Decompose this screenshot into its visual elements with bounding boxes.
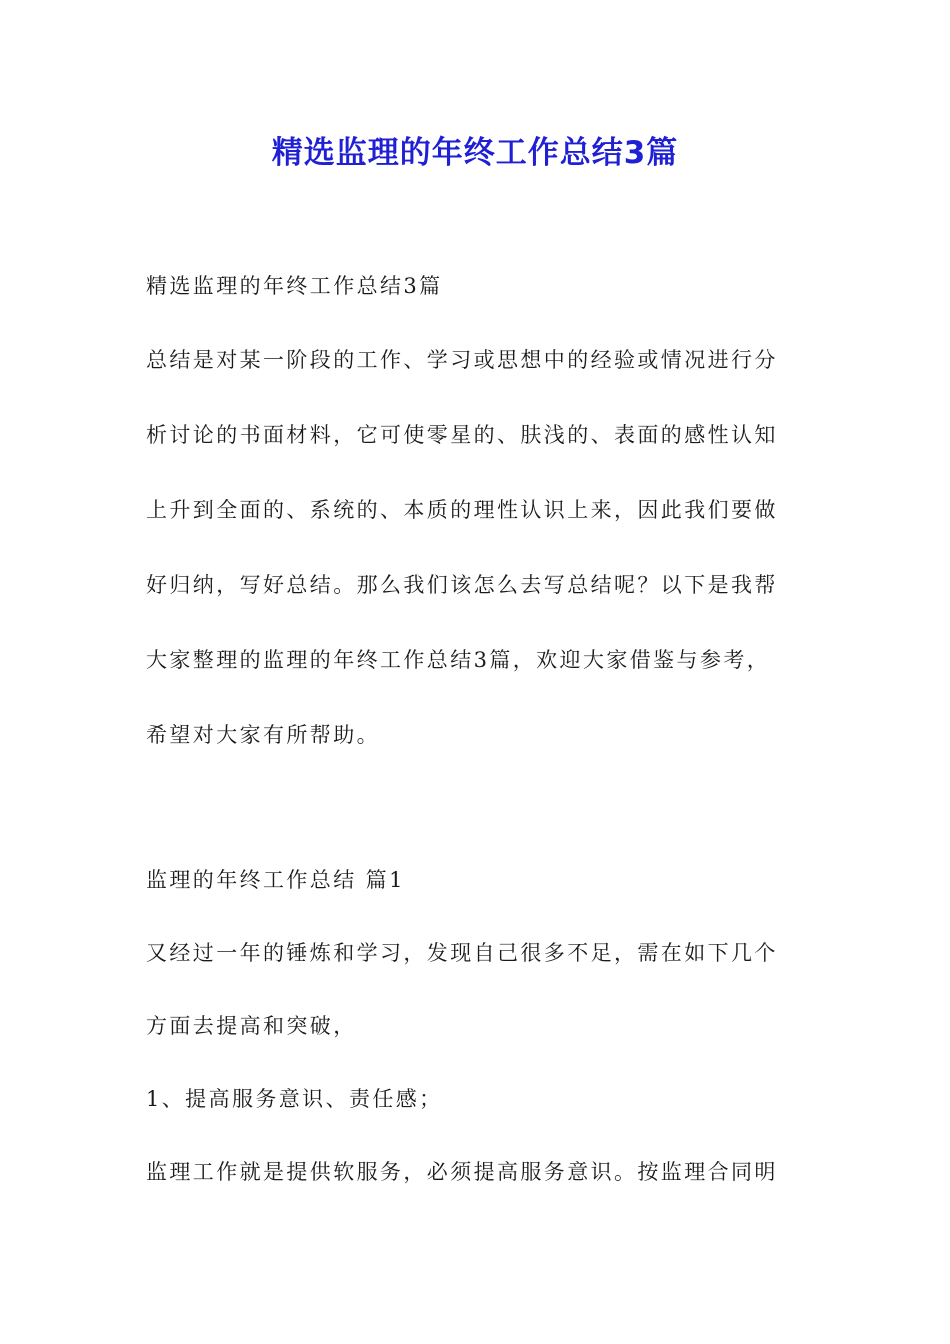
- document-title: 精选监理的年终工作总结3篇: [271, 135, 679, 171]
- intro-line: 析讨论的书面材料，它可使零星的、肤浅的、表面的感性认知: [146, 423, 778, 447]
- intro-line: 上升到全面的、系统的、本质的理性认识上来，因此我们要做: [146, 498, 778, 522]
- intro-line: 好归纳，写好总结。那么我们该怎么去写总结呢？以下是我帮: [146, 573, 778, 597]
- section-line: 1、提高服务意识、责任感；: [146, 1087, 443, 1111]
- section-line: 又经过一年的锤炼和学习，发现自己很多不足，需在如下几个: [146, 941, 778, 965]
- intro-line: 总结是对某一阶段的工作、学习或思想中的经验或情况进行分: [146, 348, 778, 372]
- document-subtitle: 精选监理的年终工作总结3篇: [146, 274, 443, 298]
- section-line: 方面去提高和突破，: [146, 1014, 357, 1038]
- subtitle-block: [146, 266, 806, 341]
- section-heading: 监理的年终工作总结 篇1: [146, 868, 405, 892]
- intro-line: 大家整理的监理的年终工作总结3篇，欢迎大家借鉴与参考，: [146, 648, 771, 672]
- section-line: 监理工作就是提供软服务，必须提高服务意识。按监理合同明: [146, 1160, 778, 1184]
- section-1: [146, 860, 806, 1225]
- intro-paragraph: [146, 340, 806, 790]
- intro-line: 希望对大家有所帮助。: [146, 723, 380, 747]
